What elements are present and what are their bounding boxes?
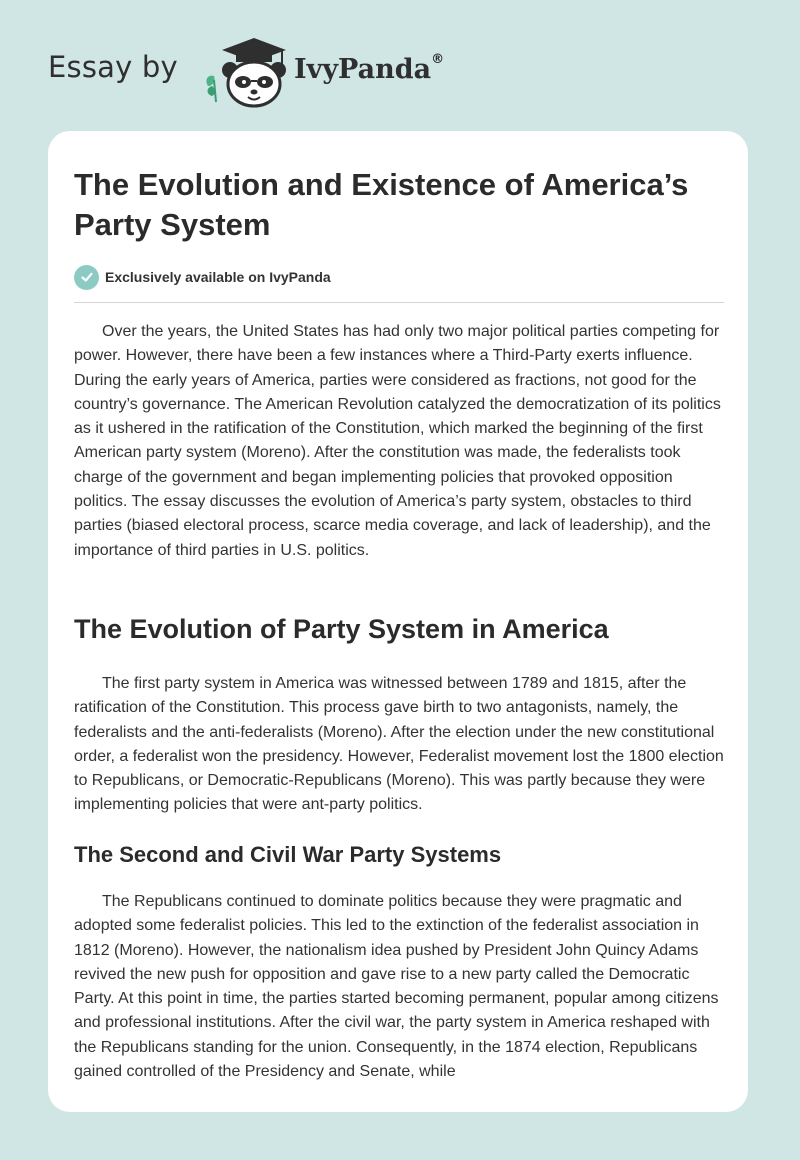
evolution-paragraph: The first party system in America was witnessed between 1789 and 1815, after the ratification of the Constitution. This process gave birth to two antagonists, namely, the federalists and the anti-federalists (Moreno). After the election under the new constitutional order, a federalist won the presidency. However, Federalist movement lost the 1800 election to Republicans, or Democratic-Republicans (Moreno). This was partly because they were implementing policies that were ant-party politics. [74,675,724,814]
exclusive-label: Exclusively available on IvyPanda [105,269,331,285]
exclusive-badge [74,264,331,290]
brand-text: IvyPanda [294,54,432,85]
intro-paragraph: Over the years, the United States has had only two major political parties competing for power. However, there have been a few instances where a Third-Party exerts influence. During the early years of America, parties were considered as fractions, not good for the country’s governance. The American Revolution catalyzed the democratization of its politics as it ushered in the ratification of the Constitution, which marked the beginning of the first American party system (Moreno). After the constitution was made, the federalists took charge of the government and began implementing policies that provoked opposition politics. The essay discusses the evolution of America’s party system, obstacles to third parties (biased electoral process, scarce media coverage, and lack of leadership), and the importance of third parties in U.S. politics. [74,323,721,559]
page-title: The Evolution and Existence of America’s Party System [74,167,689,242]
panda-graduate-icon[interactable] [202,36,290,108]
brand-name[interactable] [294,54,444,85]
second-civil-war-paragraph: The Republicans continued to dominate politics because they were pragmatic and adopted some federalist policies. This led to the extinction of the federalist association in 1812 (Moreno). However, the nationalism idea pushed by President John Quincy Adams revived the new push for opposition and gave rise to a new party called the Democratic Party. At this point in time, the parties started becoming permanent, popular among citizens and professional institutions. After the civil war, the party system in America reshaped with the Republicans standing for the union. Consequently, in the 1874 election, Republicans gained controlled of the Presidency and Senate, while [74,893,719,1081]
check-circle-icon [74,265,99,290]
essay-card [48,131,748,1112]
section-heading-evolution: The Evolution of Party System in America [74,614,609,644]
section-heading-second-civil-war: The Second and Civil War Party Systems [74,842,502,867]
registered-mark: ® [431,52,445,67]
site-header [48,36,548,108]
essay-by-label: Essay by [48,50,178,84]
divider [74,302,724,303]
